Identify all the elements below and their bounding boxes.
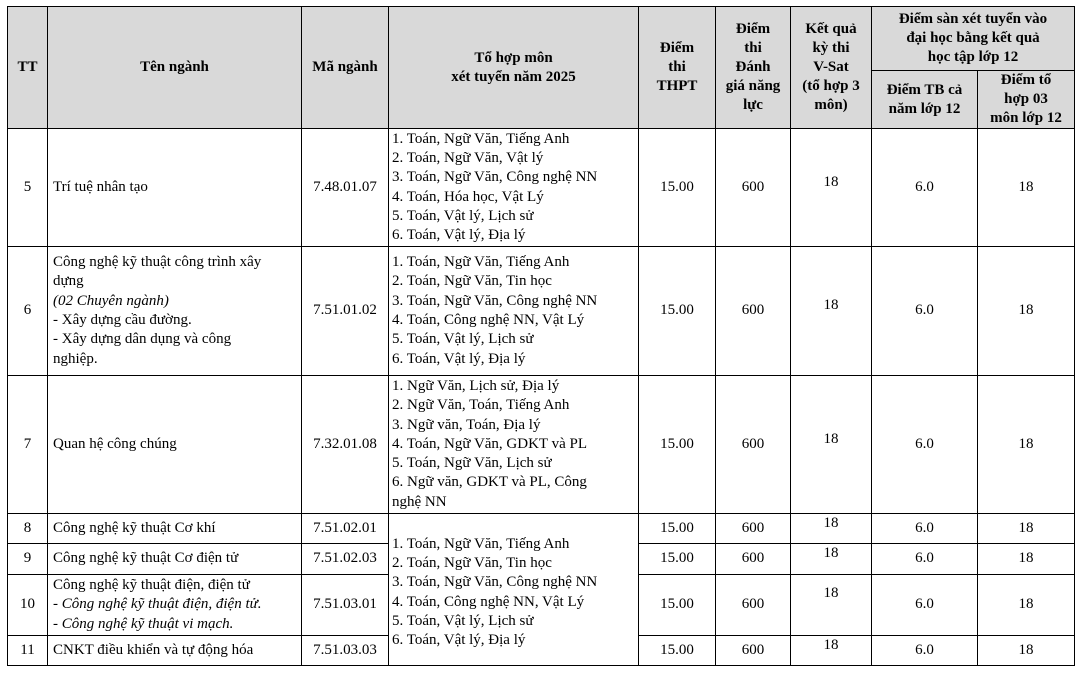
cell-diem-to-hop: 18 (978, 129, 1075, 247)
cell-vsat: 18 (791, 129, 872, 247)
cell-tt: 6 (8, 247, 48, 376)
cell-vsat: 18 (791, 544, 872, 575)
cell-ten-nganh: Công nghệ kỹ thuật Cơ điện tử (48, 544, 302, 575)
cell-diem-dgnl: 600 (716, 636, 791, 666)
cell-ten-nganh: Công nghệ kỹ thuật điện, điện tử - Công nghệ kỹ thuật điện, điện tử. - Công nghệ kỹ thuật vi mạch. (48, 575, 302, 636)
cell-tt: 10 (8, 575, 48, 636)
cell-diem-to-hop: 18 (978, 636, 1075, 666)
cell-ma-nganh: 7.51.01.02 (302, 247, 389, 376)
cell-to-hop-shared: 1. Toán, Ngữ Văn, Tiếng Anh 2. Toán, Ngữ Văn, Tin học 3. Toán, Ngữ Văn, Công nghệ NN 4. Toán, Công nghệ NN, Vật Lý 5. Toán, Vật lý, Lịch sử 6. Toán, Vật lý, Địa lý (389, 514, 639, 666)
cell-ma-nganh: 7.51.02.03 (302, 544, 389, 575)
cell-diem-tb: 6.0 (872, 514, 978, 544)
cell-ten-nganh: CNKT điều khiển và tự động hóa (48, 636, 302, 666)
cell-ma-nganh: 7.48.01.07 (302, 129, 389, 247)
cell-diem-dgnl: 600 (716, 129, 791, 247)
admission-table (7, 6, 1075, 666)
table-row (8, 514, 1075, 544)
cell-diem-dgnl: 600 (716, 247, 791, 376)
cell-diem-thpt: 15.00 (639, 514, 716, 544)
cell-diem-to-hop: 18 (978, 247, 1075, 376)
cell-diem-to-hop: 18 (978, 575, 1075, 636)
cell-diem-to-hop: 18 (978, 376, 1075, 514)
header-to-hop: Tổ hợp môn xét tuyển năm 2025 (389, 7, 639, 129)
cell-tt: 7 (8, 376, 48, 514)
cell-tt: 8 (8, 514, 48, 544)
cell-diem-to-hop: 18 (978, 544, 1075, 575)
cell-to-hop: 1. Toán, Ngữ Văn, Tiếng Anh 2. Toán, Ngữ Văn, Vật lý 3. Toán, Ngữ Văn, Công nghệ NN 4. Toán, Hóa học, Vật Lý 5. Toán, Vật lý, Lịch sử 6. Toán, Vật lý, Địa lý (389, 129, 639, 247)
cell-diem-tb: 6.0 (872, 544, 978, 575)
cell-vsat: 18 (791, 636, 872, 666)
cell-diem-thpt: 15.00 (639, 575, 716, 636)
cell-ma-nganh: 7.51.03.01 (302, 575, 389, 636)
cell-ten-nganh: Quan hệ công chúng (48, 376, 302, 514)
cell-to-hop: 1. Toán, Ngữ Văn, Tiếng Anh 2. Toán, Ngữ Văn, Tin học 3. Toán, Ngữ Văn, Công nghệ NN 4. Toán, Công nghệ NN, Vật Lý 5. Toán, Vật lý, Lịch sử 6. Toán, Vật lý, Địa lý (389, 247, 639, 376)
cell-ma-nganh: 7.32.01.08 (302, 376, 389, 514)
cell-diem-tb: 6.0 (872, 636, 978, 666)
cell-ma-nganh: 7.51.03.03 (302, 636, 389, 666)
cell-diem-thpt: 15.00 (639, 247, 716, 376)
cell-vsat: 18 (791, 514, 872, 544)
header-diem-dgnl: Điểm thi Đánh giá năng lực (716, 7, 791, 129)
cell-diem-to-hop: 18 (978, 514, 1075, 544)
cell-diem-thpt: 15.00 (639, 544, 716, 575)
header-vsat: Kết quả kỳ thi V-Sat (tổ hợp 3 môn) (791, 7, 872, 129)
cell-diem-tb: 6.0 (872, 129, 978, 247)
cell-ten-nganh: Trí tuệ nhân tạo (48, 129, 302, 247)
table-row (8, 129, 1075, 247)
cell-diem-dgnl: 600 (716, 544, 791, 575)
cell-diem-dgnl: 600 (716, 575, 791, 636)
header-diem-to-hop: Điểm tổ hợp 03 môn lớp 12 (978, 71, 1075, 129)
cell-diem-tb: 6.0 (872, 376, 978, 514)
cell-vsat: 18 (791, 376, 872, 514)
cell-tt: 5 (8, 129, 48, 247)
cell-diem-thpt: 15.00 (639, 129, 716, 247)
header-ten-nganh: Tên ngành (48, 7, 302, 129)
header-diem-tb: Điểm TB cả năm lớp 12 (872, 71, 978, 129)
cell-diem-thpt: 15.00 (639, 376, 716, 514)
cell-ten-nganh: Công nghệ kỹ thuật công trình xây dựng (02 Chuyên ngành) - Xây dựng cầu đường. - Xây dựng dân dụng và công nghiệp. (48, 247, 302, 376)
cell-vsat: 18 (791, 575, 872, 636)
cell-to-hop: 1. Ngữ Văn, Lịch sử, Địa lý 2. Ngữ Văn, Toán, Tiếng Anh 3. Ngữ văn, Toán, Địa lý 4. Toán, Ngữ Văn, GDKT và PL 5. Toán, Ngữ Văn, Lịch sử 6. Ngữ văn, GDKT và PL, Công nghệ NN (389, 376, 639, 514)
cell-ten-nganh: Công nghệ kỹ thuật Cơ khí (48, 514, 302, 544)
cell-tt: 11 (8, 636, 48, 666)
table-row (8, 247, 1075, 376)
cell-diem-tb: 6.0 (872, 247, 978, 376)
header-diem-thpt: Điểm thi THPT (639, 7, 716, 129)
cell-tt: 9 (8, 544, 48, 575)
cell-diem-dgnl: 600 (716, 514, 791, 544)
cell-diem-tb: 6.0 (872, 575, 978, 636)
header-hoc-ba: Điểm sàn xét tuyển vào đại học bằng kết quả học tập lớp 12 (872, 7, 1075, 71)
table-row (8, 376, 1075, 514)
cell-diem-thpt: 15.00 (639, 636, 716, 666)
cell-diem-dgnl: 600 (716, 376, 791, 514)
header-ma-nganh: Mã ngành (302, 7, 389, 129)
cell-ma-nganh: 7.51.02.01 (302, 514, 389, 544)
header-tt: TT (8, 7, 48, 129)
cell-vsat: 18 (791, 247, 872, 376)
